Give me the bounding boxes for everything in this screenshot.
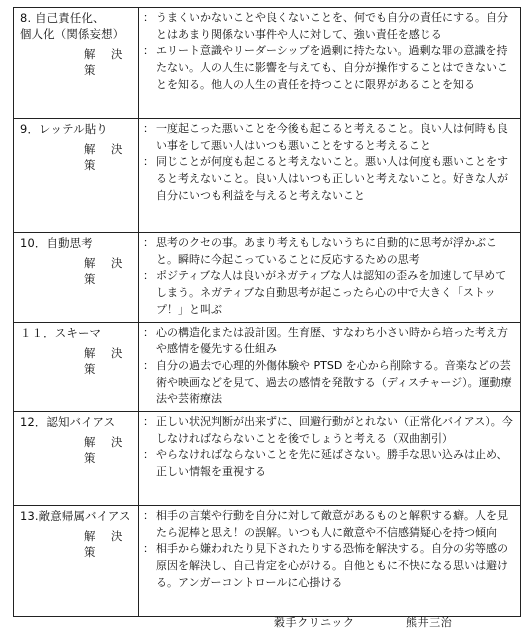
colon-mark: ： (143, 358, 154, 372)
colon-mark: ： (143, 509, 154, 523)
solution-text: エリート意識やリーダーシップを過剰に持たない。過剰な罪の意識を持たない。人の人生に影響を与えても、自分が操作することはできないことを知る。他人の人生の責任を持つことに限界があることを知る (156, 44, 508, 91)
author-name: 熊井三治 (406, 616, 453, 629)
row-label-cell (14, 506, 139, 617)
description-block (143, 508, 516, 541)
solution-label: 解 決 策 (84, 529, 129, 560)
distortion-title: 12．認知バイアス (20, 415, 116, 430)
colon-mark: ： (143, 415, 154, 429)
solution-block (143, 154, 516, 204)
distortion-row (14, 322, 521, 412)
solution-label: 解 決 策 (84, 345, 129, 376)
solution-block (143, 541, 516, 591)
row-content-cell (139, 233, 521, 323)
solution-label: 解 決 策 (84, 142, 129, 172)
distortion-row (14, 119, 521, 233)
colon-mark: ： (143, 155, 154, 169)
row-content-cell (139, 506, 521, 617)
distortion-description: 一度起こった悪いことを今後も起こると考えること。良い人は何時も良い事をして悪い人はいつも悪いことをすると考えること (156, 122, 508, 152)
row-label-cell (14, 412, 139, 506)
solution-block (143, 268, 516, 318)
colon-mark: ： (143, 325, 154, 339)
colon-mark: ： (143, 542, 154, 556)
solution-block (143, 358, 516, 408)
distortion-row (14, 8, 521, 119)
distortion-description: 相手の言葉や行動を自分に対して敵意があるものと解釈する癖。人を見たら泥棒と思え！の誤解。いつも人に敵意や不信感猜疑心を持つ傾向 (156, 509, 508, 539)
solution-label: 解 決 策 (84, 47, 129, 77)
description-block (143, 121, 516, 154)
colon-mark: ： (143, 11, 154, 24)
solution-text: 相手から嫌われたり見下されたりする恐怖を解決する。自分の劣等感の原因を解決し、自己肯定を心がける。自他ともに不快になる思いは避ける。アンガーコントロールに心掛ける (156, 542, 508, 589)
distortion-title: 8. 自己責任化、 個人化（関係妄想） (20, 11, 125, 41)
row-content-cell (139, 322, 521, 412)
description-block (143, 10, 516, 43)
colon-mark: ： (143, 269, 154, 283)
distortion-description: 心の構造化または設計図。生育歴、すなわち小さい時から培った考え方や感情を優先する仕組み (156, 325, 508, 356)
colon-mark: ： (143, 236, 154, 249)
solution-text: ポジティブな人は良いがネガティブな人は認知の歪みを加速して早めてしまう。ネガティブな自動思考が起こったら心の中で大きく「ストップ！」と叫ぶ (156, 269, 507, 316)
clinic-name: 穀手クリニック (274, 616, 355, 629)
row-content-cell (139, 8, 521, 119)
distortion-description: 思考のクセの事。あまり考えもしないうちに自動的に思考が浮かぶこと。瞬時に今起こっていることに反応するための思考 (156, 236, 497, 266)
description-block (143, 325, 516, 358)
description-block (143, 235, 516, 268)
distortion-title: 9．レッテル貼り (20, 122, 108, 136)
row-content-cell (139, 412, 521, 506)
row-content-cell (139, 119, 521, 233)
distortion-description: 正しい状況判断が出来ずに、回避行動がとれない（正常化バイアス）。今しなければならないことを後でしょうと考える（双曲割引） (156, 415, 513, 445)
row-label-cell (14, 322, 139, 412)
distortion-title: 10．自動思考 (20, 236, 93, 250)
row-label-cell (14, 233, 139, 323)
distortion-title: １１．スキーマ (20, 325, 102, 340)
row-label-cell (14, 8, 139, 119)
distortion-row (14, 412, 521, 506)
solution-block (143, 447, 516, 480)
solution-block (143, 43, 516, 93)
solution-text: やらなければならないことを先に延ばさない。勝手な思い込みは止め、正しい情報を重視する (156, 448, 508, 479)
colon-mark: ： (143, 448, 154, 462)
distortion-title: 13.敵意帰属バイアス (20, 509, 131, 524)
description-block (143, 414, 516, 447)
distortion-table (13, 7, 521, 617)
distortion-description: うまくいかないことや良くないことを、何でも自分の責任にする。自分とはあまり関係ない事件や人に対して、強い責任を感じる (156, 11, 508, 41)
row-label-cell (14, 119, 139, 233)
solution-label: 解 決 策 (84, 435, 129, 466)
colon-mark: ： (143, 122, 154, 135)
distortion-row (14, 233, 521, 323)
solution-text: 自分の過去で心理的外傷体験や PTSD を心から削除する。音楽などの芸術や映画などを見て、過去の感情を発散する（ディスチャージ）。運動療法や芸術療法 (156, 358, 512, 406)
solution-label: 解 決 策 (84, 256, 129, 286)
distortion-row (14, 506, 521, 617)
solution-text: 同じことが何度も起こると考えないこと。悪い人は何度も悪いことをすると考えないこと。良い人はいつも正しいと考えないこと。好きな人が自分にいつも利益を与えると考えないこと (156, 155, 508, 202)
colon-mark: ： (143, 44, 154, 58)
